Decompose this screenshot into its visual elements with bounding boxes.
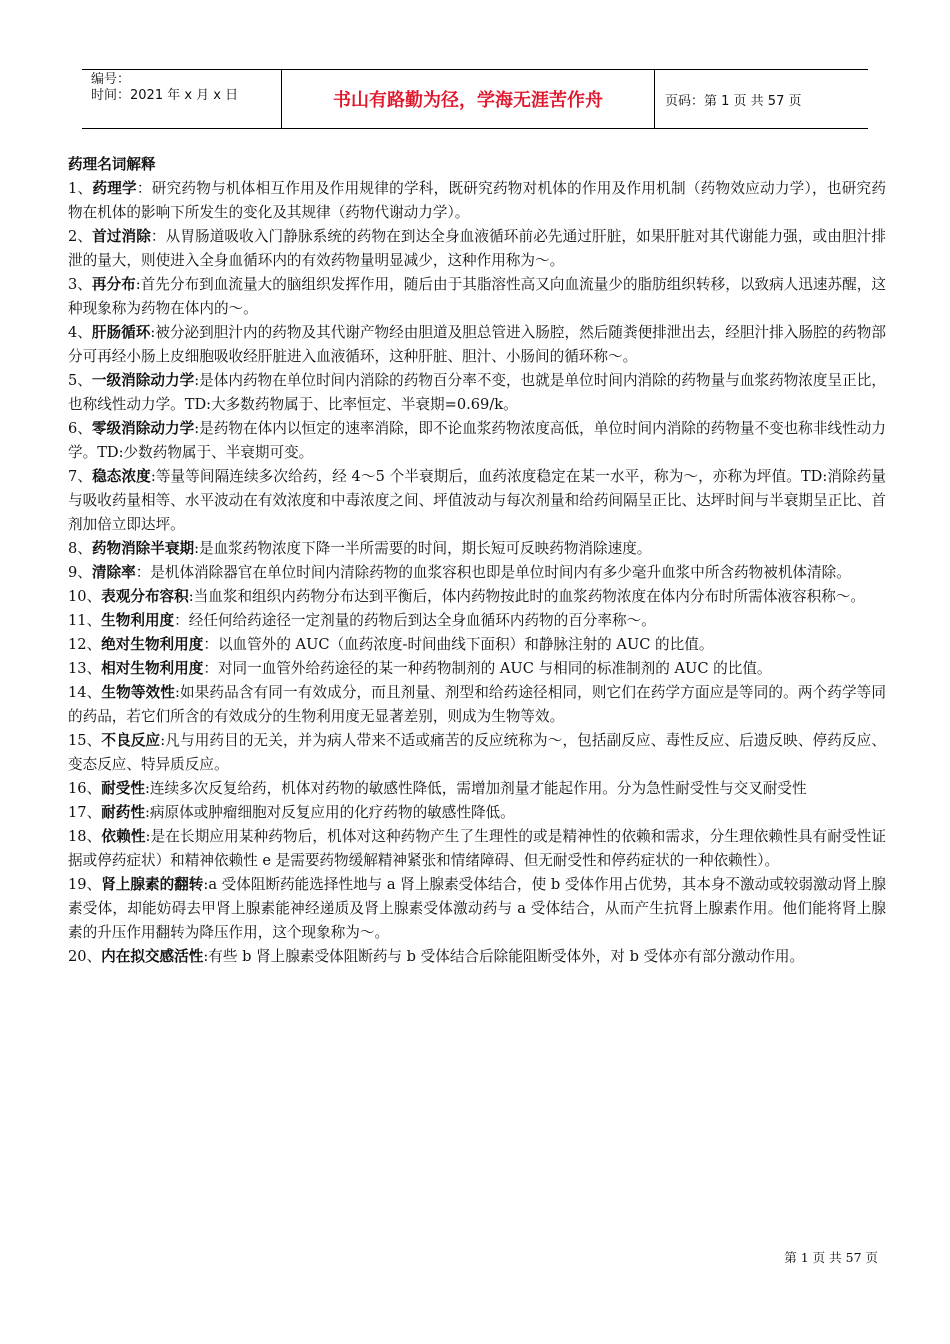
entry-number: 15、 — [68, 732, 102, 749]
entry-separator: : — [145, 828, 151, 845]
definition-entry — [68, 825, 886, 873]
entry-text: 是在长期应用某种药物后，机体对这种药物产生了生理性的或是精神性的依赖和需求，分生理依赖性具有耐受性证据或停药症状）和精神依赖性 e 是需要药物缓解精神紧张和情绪障碍、但无耐受性和停药症状的一种依赖性）。 — [68, 828, 886, 869]
definition-entry — [68, 225, 886, 273]
definition-entry — [68, 417, 886, 465]
entry-text: 是机体消除器官在单位时间内清除药物的血浆容积也即是单位时间内有多少毫升血浆中所含药物被机体清除。 — [150, 564, 851, 581]
entry-text: 是体内药物在单位时间内消除的药物百分率不变，也就是单位时间内消除的药物量与血浆药物浓度呈正比，也称线性动力学。TD:大多数药物属于、比率恒定、半衰期=0.69/k。 — [68, 372, 886, 413]
entry-separator: : — [203, 948, 209, 965]
entry-separator: ： — [136, 180, 152, 197]
definition-entry — [68, 321, 886, 369]
header-left-cell — [82, 70, 282, 128]
entry-number: 8、 — [68, 540, 92, 557]
entry-separator: : — [150, 468, 156, 485]
entry-number: 3、 — [68, 276, 92, 293]
entry-number: 14、 — [68, 684, 102, 701]
entry-separator: ： — [135, 564, 151, 581]
entry-text: 当血浆和组织内药物分布达到平衡后，体内药物按此时的血浆药物浓度在体内分布时所需体液容积称～。 — [193, 588, 865, 605]
entry-number: 18、 — [68, 828, 102, 845]
entry-text: 是血浆药物浓度下降一半所需要的时间，期长短可反映药物消除速度。 — [198, 540, 652, 557]
entry-number: 1、 — [68, 180, 93, 197]
entry-separator: : — [188, 588, 194, 605]
definition-entry — [68, 273, 886, 321]
entry-term: 稳态浓度 — [92, 468, 151, 485]
definition-entry — [68, 633, 886, 657]
entry-text: 以血管外的 AUC（血药浓度-时间曲线下面积）和静脉注射的 AUC 的比值。 — [217, 636, 714, 653]
number-label: 编号： — [91, 72, 131, 87]
entry-text: 有些 b 肾上腺素受体阻断药与 b 受体结合后除能阻断受体外，对 b 受体亦有部分激动作用。 — [208, 948, 805, 965]
definition-entry — [68, 657, 886, 681]
entry-term: 清除率 — [91, 564, 136, 581]
entry-number: 13、 — [68, 660, 102, 677]
document-body — [68, 153, 886, 969]
entry-separator: : — [194, 540, 199, 557]
entry-term: 药理学 — [92, 180, 137, 197]
entry-term: 药物消除半衰期 — [91, 540, 195, 557]
header-table — [82, 69, 868, 129]
entry-number: 6、 — [68, 420, 92, 437]
entry-separator: ： — [174, 612, 189, 629]
entry-separator: : — [203, 876, 209, 893]
entry-separator: : — [174, 684, 180, 701]
entry-number: 9、 — [68, 564, 92, 581]
entry-term: 耐受性 — [101, 780, 145, 797]
entry-term: 相对生物利用度 — [101, 660, 204, 677]
entry-number: 17、 — [68, 804, 102, 821]
entry-text: 对同一血管外给药途径的某一种药物制剂的 AUC 与相同的标准制剂的 AUC 的比值。 — [217, 660, 772, 677]
entry-number: 11、 — [68, 612, 102, 629]
entry-text: 从胃肠道吸收入门静脉系统的药物在到达全身血液循环前必先通过肝脏，如果肝脏对其代谢能力强，或由胆汁排泄的量大，则使进入全身血循环内的有效药物量明显减少，这种作用称为～。 — [68, 228, 886, 269]
entry-term: 绝对生物利用度 — [101, 636, 204, 653]
entry-term: 再分布 — [91, 276, 136, 293]
entry-text: 是药物在体内以恒定的速率消除，即不论血浆药物浓度高低，单位时间内消除的药物量不变也称非线性动力学。TD:少数药物属于、半衰期可变。 — [68, 420, 886, 461]
definition-entry — [68, 177, 886, 225]
entry-text: 首先分布到血流量大的脑组织发挥作用，随后由于其脂溶性高又向血流量少的脂肪组织转移，以致病人迅速苏醒，这种现象称为药物在体内的～。 — [68, 276, 886, 317]
entry-term: 生物等效性 — [101, 684, 175, 701]
entry-number: 20、 — [68, 948, 102, 965]
entry-number: 2、 — [68, 228, 93, 245]
entry-separator: ： — [203, 660, 218, 677]
entry-separator: ： — [203, 636, 218, 653]
entry-term: 耐药性 — [101, 804, 145, 821]
page-label: 页码：第 1 页 共 57 页 — [665, 93, 802, 109]
entry-term: 首过消除 — [92, 228, 151, 245]
entry-separator: : — [135, 276, 141, 293]
entry-text: 经任何给药途径一定剂量的药物后到达全身血循环内药物的百分率称～。 — [188, 612, 656, 629]
page-footer: 第 1 页 共 57 页 — [784, 1250, 878, 1265]
definition-entry — [68, 369, 886, 417]
entry-separator: : — [144, 780, 150, 797]
entry-term: 依赖性 — [101, 828, 146, 845]
entry-number: 10、 — [68, 588, 102, 605]
motto: 书山有路勤为径，学海无涯苦作舟 — [282, 70, 655, 128]
definition-entry — [68, 561, 886, 585]
entry-text: 研究药物与机体相互作用及作用规律的学科，既研究药物对机体的作用及作用机制（药物效应动力学），也研究药物在机体的影响下所发生的变化及其规律（药物代谢动力学）。 — [68, 180, 886, 221]
entry-number: 4、 — [68, 324, 92, 341]
entry-number: 19、 — [68, 876, 102, 893]
entry-number: 7、 — [68, 468, 93, 485]
entry-term: 一级消除动力学 — [91, 372, 195, 389]
entry-term: 肾上腺素的翻转 — [101, 876, 204, 893]
entry-separator: : — [194, 420, 200, 437]
entry-number: 5、 — [68, 372, 92, 389]
entry-separator: : — [194, 372, 200, 389]
entry-text: a 受体阻断药能选择性地与 a 肾上腺素受体结合，使 b 受体作用占优势，其本身不激动或较弱激动肾上腺素受体，却能妨碍去甲肾上腺素能神经递质及肾上腺素受体激动药与 a 受体结合，从而产生抗肾上腺素作用。他们能将肾上腺素的升压作用翻转为降压作用，这个现象称为～。 — [68, 876, 886, 941]
definition-entry — [68, 873, 886, 945]
entry-text: 病原体或肿瘤细胞对反复应用的化疗药物的敏感性降低。 — [149, 804, 515, 821]
definition-entry — [68, 465, 886, 537]
entry-term: 不良反应 — [101, 732, 161, 749]
definition-entry — [68, 681, 886, 729]
entry-term: 表观分布容积 — [101, 588, 189, 605]
entry-text: 凡与用药目的无关，并为病人带来不适或痛苦的反应统称为～，包括副反应、毒性反应、后遗反映、停药反应、变态反应、特异质反应。 — [68, 732, 886, 773]
entry-number: 16、 — [68, 780, 102, 797]
entry-term: 内在拟交感活性 — [101, 948, 204, 965]
document-title: 药理名词解释 — [68, 156, 156, 173]
entry-term: 肝肠循环 — [91, 324, 151, 341]
definition-entry — [68, 537, 886, 561]
entry-text: 等量等间隔连续多次给药，经 4～5 个半衰期后，血药浓度稳定在某一水平，称为～，亦称为坪值。TD:消除药量与吸收药量相等、水平波动在有效浓度和中毒浓度之间、坪值波动与每次剂量和给药间隔呈正比、达坪时间与半衰期呈正比、首剂加倍立即达坪。 — [68, 468, 886, 533]
entry-separator: : — [144, 804, 150, 821]
entry-number: 12、 — [68, 636, 102, 653]
entry-text: 如果药品含有同一有效成分，而且剂量、剂型和给药途径相同，则它们在药学方面应是等同的。两个药学等同的药品，若它们所含的有效成分的生物利用度无显著差别，则成为生物等效。 — [68, 684, 886, 725]
definition-entry — [68, 945, 886, 969]
entry-text: 连续多次反复给药，机体对药物的敏感性降低，需增加剂量才能起作用。分为急性耐受性与交叉耐受性 — [149, 780, 807, 797]
definition-entry — [68, 777, 886, 801]
definition-entry — [68, 801, 886, 825]
entry-separator: : — [160, 732, 166, 749]
entry-term: 生物利用度 — [101, 612, 175, 629]
entry-term: 零级消除动力学 — [91, 420, 195, 437]
definition-entry — [68, 729, 886, 777]
time-label: 时间：2021 年 x 月 x 日 — [91, 88, 239, 103]
definition-entry — [68, 609, 886, 633]
definition-entry — [68, 585, 886, 609]
entry-separator: : — [150, 324, 156, 341]
entry-list — [68, 177, 886, 969]
entry-text: 被分泌到胆汁内的药物及其代谢产物经由胆道及胆总管进入肠腔，然后随粪便排泄出去，经胆汁排入肠腔的药物部分可再经小肠上皮细胞吸收经肝脏进入血液循环，这种肝脏、胆汁、小肠间的循环称～。 — [68, 324, 886, 365]
entry-separator: ： — [150, 228, 166, 245]
